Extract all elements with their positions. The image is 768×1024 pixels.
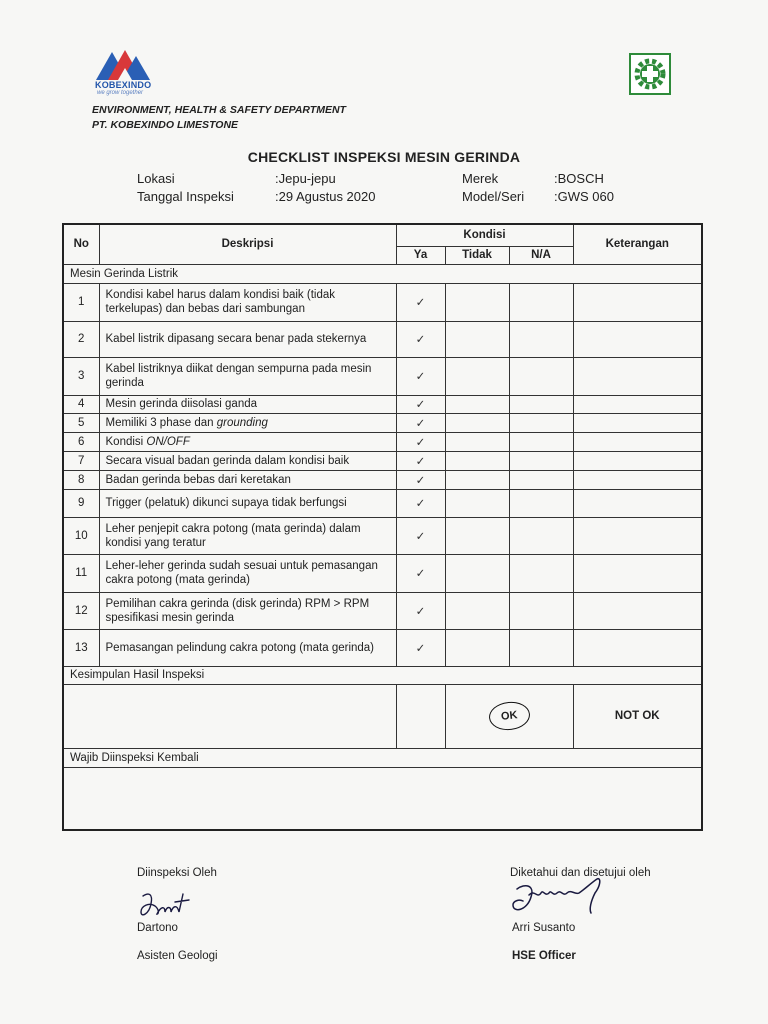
cell-na	[509, 395, 573, 413]
row-desc-emphasis: ON/OFF	[146, 435, 190, 448]
check-ya: ✓	[396, 489, 445, 517]
row-desc: Kondisi kabel harus dalam kondisi baik (tidak terkelupas) dan bebas dari sambungan	[99, 283, 396, 321]
checklist-table	[62, 223, 703, 831]
cell-tidak	[445, 554, 509, 592]
row-no: 5	[63, 413, 99, 432]
row-desc: Kabel listrik dipasang secara benar pada stekernya	[99, 321, 396, 357]
row-desc: Pemasangan pelindung cakra potong (mata gerinda)	[99, 629, 396, 666]
header-tidak: Tidak	[445, 246, 509, 264]
cell-keterangan	[573, 470, 702, 489]
row-desc: Mesin gerinda diisolasi ganda	[99, 395, 396, 413]
check-ya: ✓	[396, 432, 445, 451]
check-ya: ✓	[396, 592, 445, 629]
approved-by-label: Diketahui dan disetujui oleh	[510, 867, 651, 879]
table-row	[63, 321, 702, 357]
tanggal-label: Tanggal Inspeksi	[137, 189, 234, 204]
cell-tidak	[445, 413, 509, 432]
row-desc: Kabel listriknya diikat dengan sempurna pada mesin gerinda	[99, 357, 396, 395]
row-no: 2	[63, 321, 99, 357]
cell-tidak	[445, 395, 509, 413]
section-row	[63, 264, 702, 283]
row-no: 6	[63, 432, 99, 451]
cell-na	[509, 517, 573, 554]
kesimpulan-row	[63, 666, 702, 684]
row-desc: Badan gerinda bebas dari keretakan	[99, 470, 396, 489]
inspector-signature	[135, 884, 195, 924]
row-desc	[99, 432, 396, 451]
table-row	[63, 432, 702, 451]
result-ok-cell	[445, 684, 573, 748]
row-desc-text: Memiliki 3 phase dan	[105, 416, 217, 429]
row-no: 13	[63, 629, 99, 666]
cell-keterangan	[573, 489, 702, 517]
cell-keterangan	[573, 517, 702, 554]
cell-na	[509, 489, 573, 517]
inspector-role: Asisten Geologi	[137, 950, 218, 962]
cell-tidak	[445, 629, 509, 666]
approver-role: HSE Officer	[512, 950, 576, 962]
cell-tidak	[445, 489, 509, 517]
department-name: ENVIRONMENT, HEALTH & SAFETY DEPARTMENT	[92, 104, 346, 116]
result-row	[63, 684, 702, 748]
row-desc: Secara visual badan gerinda dalam kondisi baik	[99, 451, 396, 470]
cell-keterangan	[573, 629, 702, 666]
table-row	[63, 451, 702, 470]
lokasi-value: :Jepu-jepu	[275, 171, 336, 186]
brand-tagline: we grow together	[97, 90, 144, 96]
row-desc: Leher-leher gerinda sudah sesuai untuk pemasangan cakra potong (mata gerinda)	[99, 554, 396, 592]
header-deskripsi: Deskripsi	[99, 224, 396, 264]
result-not-ok: NOT OK	[573, 684, 702, 748]
cell-keterangan	[573, 357, 702, 395]
company-name: PT. KOBEXINDO LIMESTONE	[92, 119, 239, 131]
cell-keterangan	[573, 283, 702, 321]
cell-keterangan	[573, 432, 702, 451]
approver-name: Arri Susanto	[512, 922, 576, 934]
cell-na	[509, 283, 573, 321]
merek-value: :BOSCH	[554, 171, 604, 186]
check-ya: ✓	[396, 413, 445, 432]
row-no: 7	[63, 451, 99, 470]
wajib-row	[63, 748, 702, 767]
row-no: 9	[63, 489, 99, 517]
model-value: :GWS 060	[554, 189, 614, 204]
row-no: 11	[63, 554, 99, 592]
row-desc-emphasis: grounding	[216, 416, 268, 429]
cell-na	[509, 554, 573, 592]
approver-signature	[505, 873, 615, 923]
kesimpulan-label: Kesimpulan Hasil Inspeksi	[63, 666, 702, 684]
table-row	[63, 517, 702, 554]
row-no: 3	[63, 357, 99, 395]
table-row	[63, 470, 702, 489]
wajib-blank-row	[63, 767, 702, 830]
row-no: 10	[63, 517, 99, 554]
table-row	[63, 357, 702, 395]
page-title: CHECKLIST INSPEKSI MESIN GERINDA	[247, 149, 521, 165]
check-ya: ✓	[396, 470, 445, 489]
inspector-name: Dartono	[137, 922, 178, 934]
cell-na	[509, 451, 573, 470]
cell-keterangan	[573, 395, 702, 413]
cell-tidak	[445, 451, 509, 470]
cell-na	[509, 470, 573, 489]
cell-tidak	[445, 283, 509, 321]
cell-keterangan	[573, 451, 702, 470]
header-na: N/A	[509, 246, 573, 264]
table-row	[63, 489, 702, 517]
cell-tidak	[445, 592, 509, 629]
check-ya: ✓	[396, 451, 445, 470]
table-row	[63, 554, 702, 592]
cell-na	[509, 592, 573, 629]
table-header-row	[63, 224, 702, 246]
row-no: 4	[63, 395, 99, 413]
check-ya: ✓	[396, 357, 445, 395]
wajib-blank	[63, 767, 702, 830]
check-ya: ✓	[396, 395, 445, 413]
row-no: 1	[63, 283, 99, 321]
cell-keterangan	[573, 321, 702, 357]
row-desc	[99, 413, 396, 432]
table-row	[63, 629, 702, 666]
merek-label: Merek	[462, 171, 499, 186]
table-row	[63, 395, 702, 413]
cell-tidak	[445, 517, 509, 554]
k3-safety-icon	[629, 53, 671, 95]
cell-tidak	[445, 321, 509, 357]
row-desc: Leher penjepit cakra potong (mata gerinda) dalam kondisi yang teratur	[99, 517, 396, 554]
result-spacer	[396, 684, 445, 748]
cell-tidak	[445, 357, 509, 395]
check-ya: ✓	[396, 321, 445, 357]
table-row	[63, 413, 702, 432]
cell-tidak	[445, 432, 509, 451]
header-kondisi: Kondisi	[396, 224, 573, 246]
header-no: No	[63, 224, 99, 264]
cell-na	[509, 357, 573, 395]
check-ya: ✓	[396, 517, 445, 554]
header-keterangan: Keterangan	[573, 224, 702, 264]
row-desc-text: Kondisi	[105, 435, 147, 448]
wajib-label: Wajib Diinspeksi Kembali	[63, 748, 702, 767]
check-ya: ✓	[396, 629, 445, 666]
row-no: 8	[63, 470, 99, 489]
table-row	[63, 592, 702, 629]
cell-na	[509, 432, 573, 451]
inspected-by-label: Diinspeksi Oleh	[137, 867, 217, 879]
department-heading	[92, 103, 346, 133]
cell-na	[509, 321, 573, 357]
model-label: Model/Seri	[462, 189, 525, 204]
brand-name: KOBEXINDO	[95, 80, 152, 90]
section-title: Mesin Gerinda Listrik	[63, 264, 702, 283]
cell-keterangan	[573, 592, 702, 629]
row-desc: Trigger (pelatuk) dikunci supaya tidak berfungsi	[99, 489, 396, 517]
row-desc: Pemilihan cakra gerinda (disk gerinda) RPM > RPM spesifikasi mesin gerinda	[99, 592, 396, 629]
tanggal-value: :29 Agustus 2020	[275, 189, 376, 204]
lokasi-label: Lokasi	[137, 171, 175, 186]
header-ya: Ya	[396, 246, 445, 264]
cell-keterangan	[573, 554, 702, 592]
result-ok-circled: OK	[487, 700, 530, 732]
cell-na	[509, 629, 573, 666]
result-blank	[63, 684, 396, 748]
table-row	[63, 283, 702, 321]
cell-keterangan	[573, 413, 702, 432]
check-ya: ✓	[396, 554, 445, 592]
row-no: 12	[63, 592, 99, 629]
check-ya: ✓	[396, 283, 445, 321]
cell-na	[509, 413, 573, 432]
cell-tidak	[445, 470, 509, 489]
